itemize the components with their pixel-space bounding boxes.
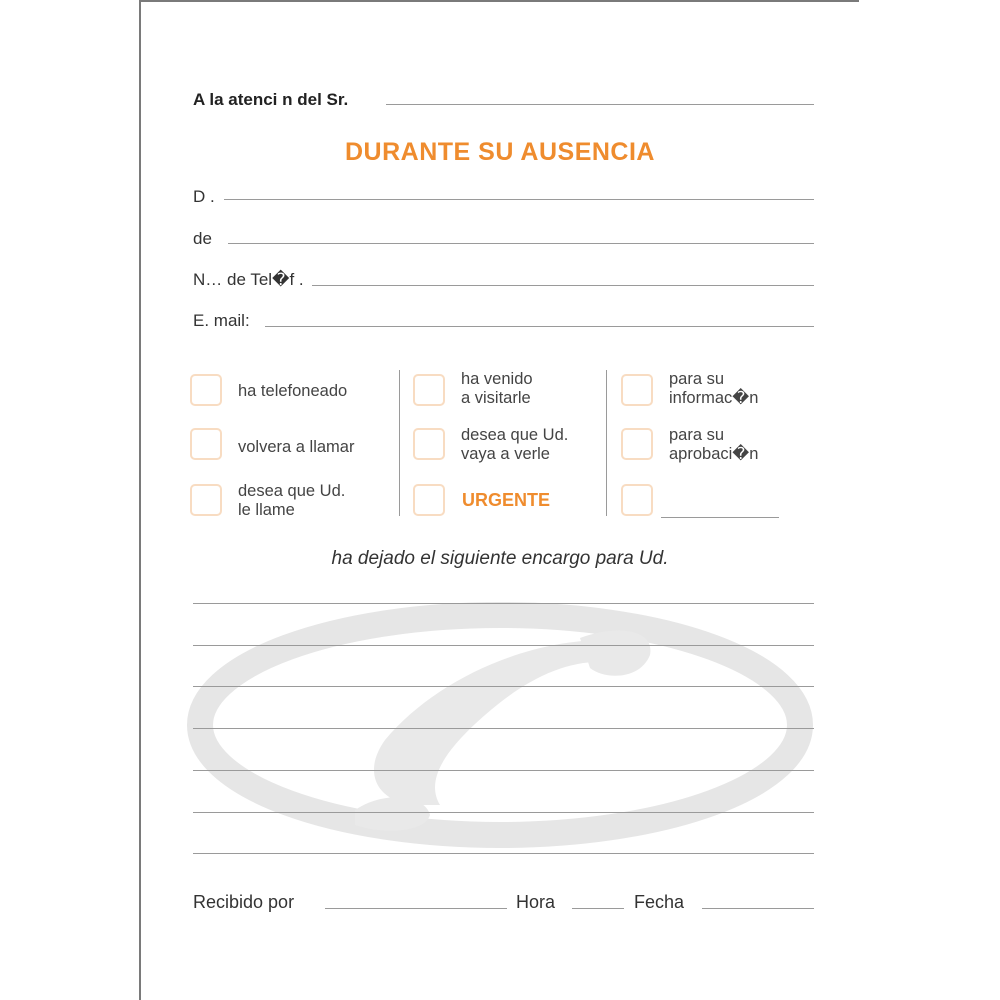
message-line[interactable] — [193, 645, 814, 646]
message-line[interactable] — [193, 853, 814, 854]
option-label: para su informac�n — [669, 370, 759, 407]
message-line[interactable] — [193, 770, 814, 771]
message-line[interactable] — [193, 686, 814, 687]
column-separator-2 — [606, 370, 607, 516]
option-label: desea que Ud. le llame — [238, 482, 346, 519]
custom-option-line[interactable] — [661, 517, 779, 518]
telephone-handset-icon — [185, 600, 815, 860]
option-label: para su aprobaci�n — [669, 426, 759, 463]
hour-line[interactable] — [572, 908, 624, 909]
checkbox-custom[interactable] — [621, 484, 653, 516]
field-phone-label: N… de Tel�f . — [193, 270, 304, 289]
urgent-label: URGENTE — [462, 490, 551, 510]
field-email-label: E. mail: — [193, 311, 250, 330]
option-label: ha venido a visitarle — [461, 370, 533, 407]
hour-label: Hora — [516, 892, 556, 912]
checkbox-volvera-a-llamar[interactable] — [190, 428, 222, 460]
attention-label: A la atenci n del Sr. — [193, 90, 349, 109]
checkbox-urgente[interactable] — [413, 484, 445, 516]
checkbox-para-su-aprobacion[interactable] — [621, 428, 653, 460]
checkbox-desea-que-vaya-a-verle[interactable] — [413, 428, 445, 460]
received-by-label: Recibido por — [193, 892, 295, 912]
field-de-label: de — [193, 229, 212, 248]
checkbox-ha-venido-a-visitarle[interactable] — [413, 374, 445, 406]
message-line[interactable] — [193, 603, 814, 604]
checkbox-para-su-informacion[interactable] — [621, 374, 653, 406]
option-label: volvera a llamar — [238, 438, 355, 456]
received-by-line[interactable] — [325, 908, 507, 909]
field-de-line[interactable] — [228, 243, 814, 244]
date-label: Fecha — [634, 892, 685, 912]
message-line[interactable] — [193, 812, 814, 813]
message-intro: ha dejado el siguiente encargo para Ud. — [331, 548, 669, 569]
field-phone-line[interactable] — [312, 285, 814, 286]
field-d-line[interactable] — [224, 199, 814, 200]
form-title: DURANTE SU AUSENCIA — [345, 138, 655, 166]
field-email-line[interactable] — [265, 326, 814, 327]
column-separator-1 — [399, 370, 400, 516]
option-label: ha telefoneado — [238, 382, 348, 400]
checkbox-desea-que-le-llame[interactable] — [190, 484, 222, 516]
attention-input-line[interactable] — [386, 104, 814, 105]
message-line[interactable] — [193, 728, 814, 729]
date-line[interactable] — [702, 908, 814, 909]
field-d-label: D . — [193, 187, 215, 206]
checkbox-ha-telefoneado[interactable] — [190, 374, 222, 406]
option-label: desea que Ud. vaya a verle — [461, 426, 569, 463]
